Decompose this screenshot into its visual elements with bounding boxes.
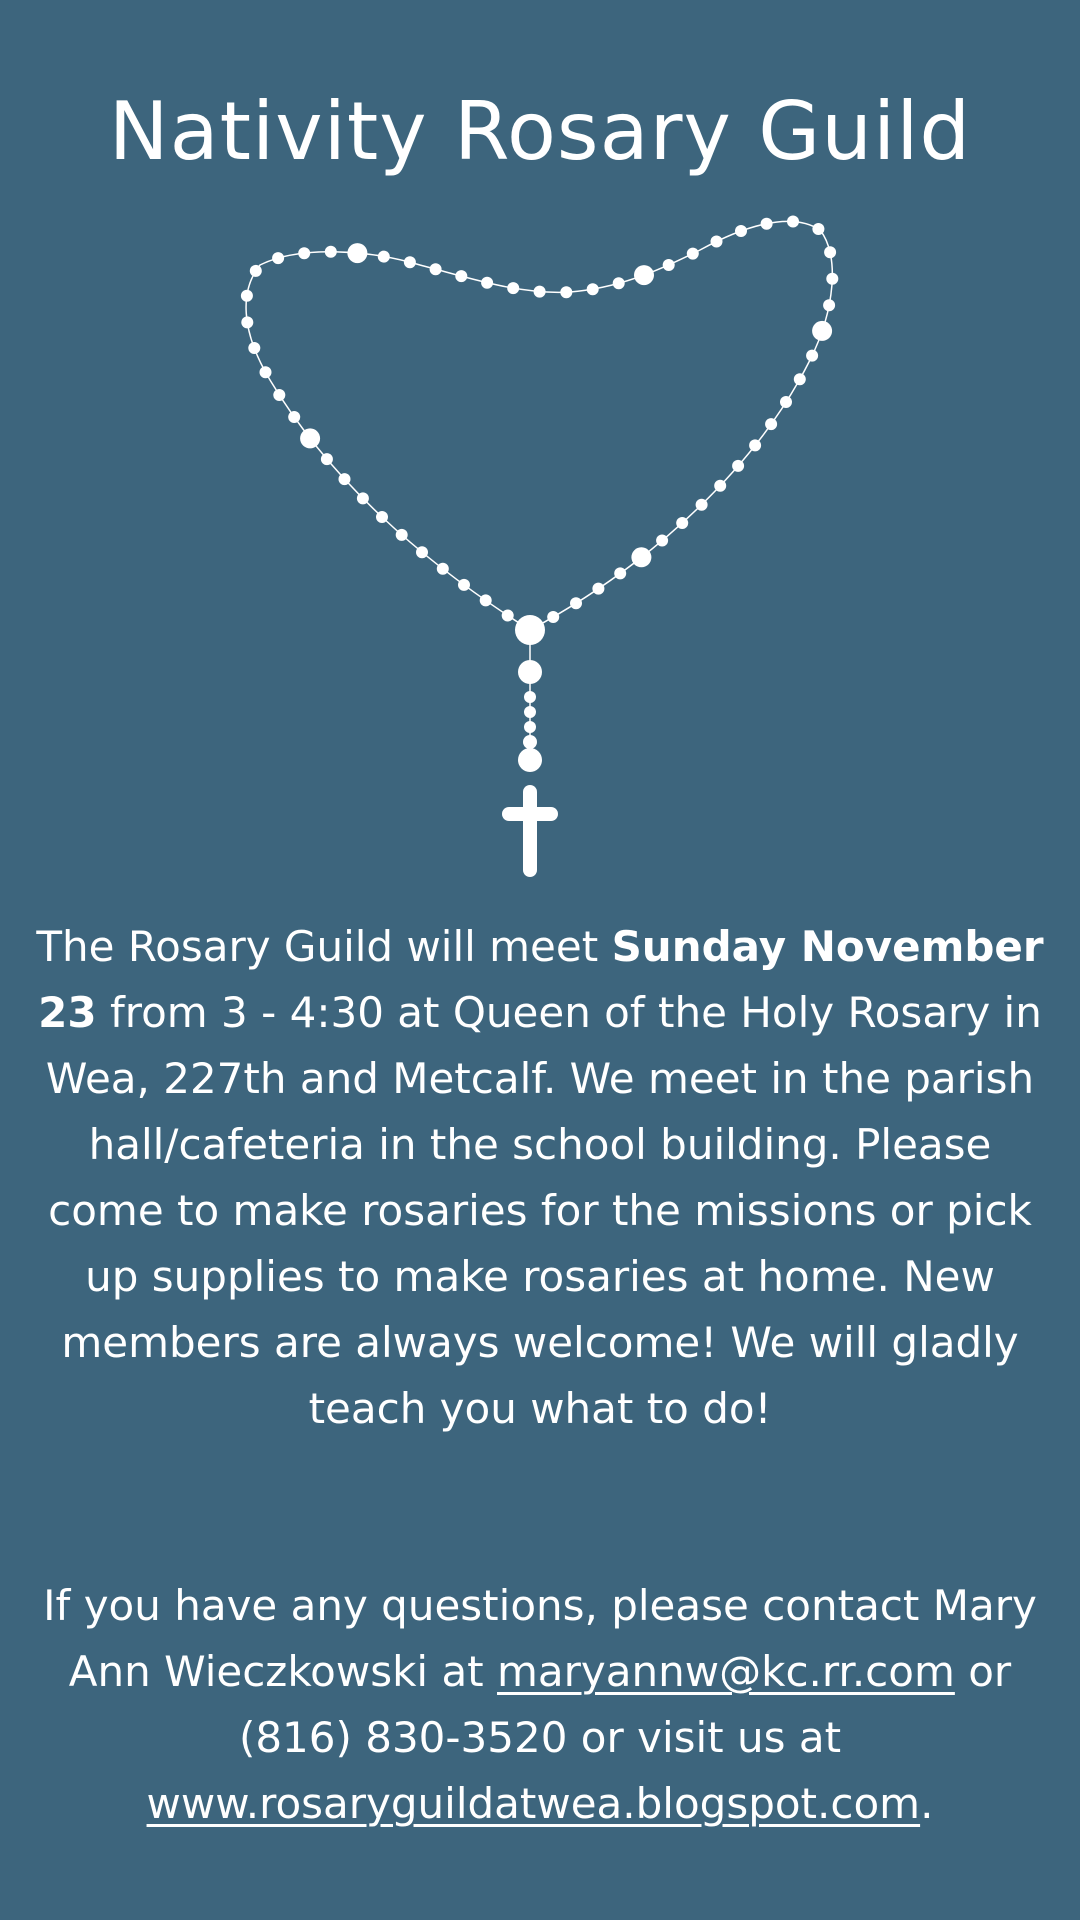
rosary-bead <box>711 236 723 248</box>
announcement-intro: The Rosary Guild will meet <box>36 922 612 971</box>
rosary-bead <box>592 583 604 595</box>
pendant-bead <box>524 721 536 733</box>
rosary-bead <box>614 567 626 579</box>
rosary-bead <box>248 342 260 354</box>
rosary-bead <box>298 247 310 259</box>
rosary-bead <box>547 611 559 623</box>
rosary-bead <box>455 270 467 282</box>
rosary-bead <box>806 350 818 362</box>
pendant-bead <box>524 706 536 718</box>
contact-lead: If you have any questions, please contact Mary Ann Wieczkowski at <box>43 1581 1037 1696</box>
announcement-text <box>30 914 1050 1442</box>
rosary-bead <box>241 316 253 328</box>
email-link[interactable]: maryannw@kc.rr.com <box>497 1647 955 1696</box>
rosary-bead <box>481 277 493 289</box>
rosary-bead <box>430 263 442 275</box>
rosary-bead <box>507 282 519 294</box>
website-link[interactable]: www.rosaryguildatwea.blogspot.com <box>146 1779 921 1828</box>
pendant-bead <box>523 735 537 749</box>
rosary-bead <box>502 610 514 622</box>
rosary-bead <box>272 252 284 264</box>
pendant-bead <box>518 660 542 684</box>
rosary-large-bead <box>631 547 651 567</box>
rosary-bead <box>765 418 777 430</box>
rosary-bead <box>376 511 388 523</box>
contact-text <box>30 1573 1050 1837</box>
rosary-bead <box>273 389 285 401</box>
rosary-bead <box>437 563 449 575</box>
rosary-bead <box>613 277 625 289</box>
rosary-bead <box>656 535 668 547</box>
rosary-bead <box>587 283 599 295</box>
rosary-bead <box>534 286 546 298</box>
contact-phone: or (816) 830-3520 or visit us at <box>238 1647 1012 1762</box>
rosary-bead <box>288 411 300 423</box>
rosary-bead <box>823 299 835 311</box>
rosary-bead <box>378 251 390 263</box>
rosary-bead <box>560 286 572 298</box>
announcement-date: Sunday November 23 <box>38 922 1044 1037</box>
rosary-bead <box>260 366 272 378</box>
rosary-large-bead <box>812 321 832 341</box>
pendant-bead <box>515 615 545 645</box>
pendant-bead <box>524 691 536 703</box>
rosary-bead <box>404 256 416 268</box>
rosary-beads <box>241 216 838 773</box>
rosary-large-bead <box>300 428 320 448</box>
rosary-bead <box>663 259 675 271</box>
cross-icon <box>502 785 558 877</box>
rosary-bead <box>241 290 253 302</box>
rosary-bead <box>735 225 747 237</box>
pendant-bead <box>518 748 542 772</box>
rosary-bead <box>570 597 582 609</box>
rosary-bead <box>339 473 351 485</box>
rosary-bead <box>826 273 838 285</box>
rosary-bead <box>714 480 726 492</box>
rosary-bead <box>787 216 799 228</box>
rosary-bead <box>696 499 708 511</box>
announcement-details: from 3 - 4:30 at Queen of the Holy Rosary in Wea, 227th and Metcalf. We meet in the parish hall/cafeteria in the school building. Please come to make rosaries for the missions or pick up supplies to make rosaries at home. New members are always welcome! We will gladly teach you what to do! <box>45 988 1042 1433</box>
rosary-bead <box>321 453 333 465</box>
page-title: Nativity Rosary Guild <box>108 85 972 178</box>
rosary-bead <box>780 396 792 408</box>
rosary-bead <box>480 594 492 606</box>
rosary-large-bead <box>634 265 654 285</box>
rosary-bead <box>357 492 369 504</box>
rosary-bead <box>732 460 744 472</box>
rosary-bead <box>687 248 699 260</box>
rosary-bead <box>250 265 262 277</box>
rosary-bead <box>416 546 428 558</box>
rosary-bead <box>676 517 688 529</box>
rosary-bead <box>794 373 806 385</box>
rosary-bead <box>824 246 836 258</box>
rosary-bead <box>396 529 408 541</box>
rosary-large-bead <box>347 243 367 263</box>
rosary-bead <box>761 218 773 230</box>
rosary-icon <box>0 200 1080 900</box>
contact-end: . <box>920 1779 934 1828</box>
rosary-bead <box>749 439 761 451</box>
rosary-bead <box>812 223 824 235</box>
rosary-bead <box>458 579 470 591</box>
rosary-bead <box>325 246 337 258</box>
